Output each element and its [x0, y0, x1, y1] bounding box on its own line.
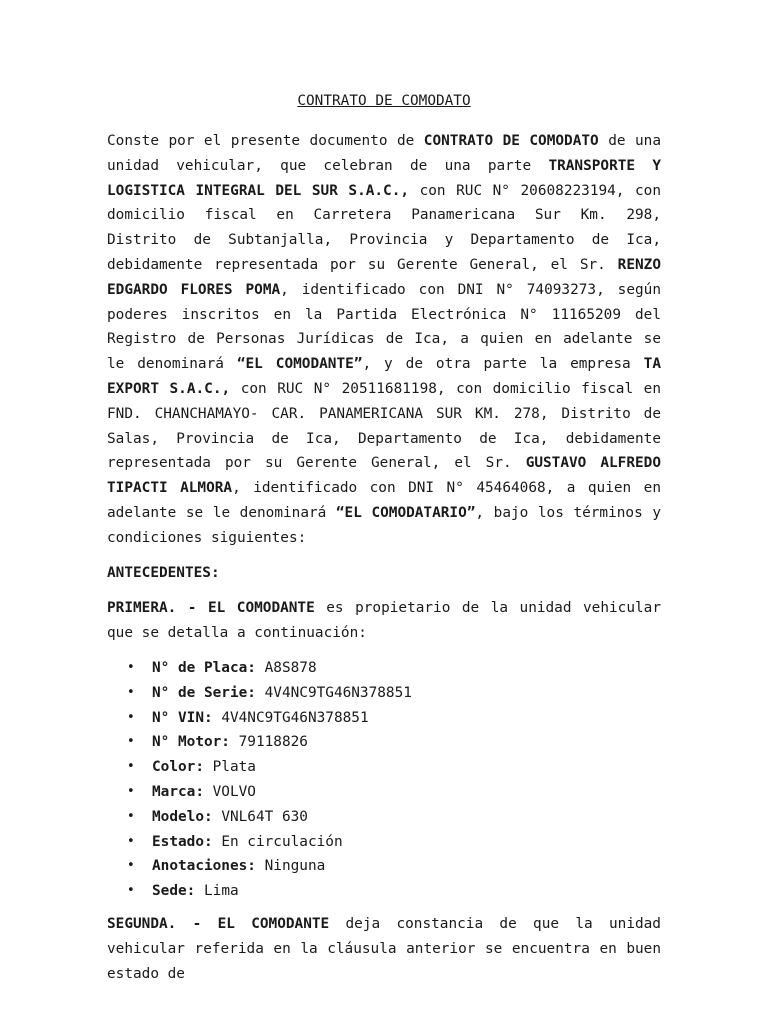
- list-item: [107, 681, 661, 706]
- spec-value: Ninguna: [255, 858, 326, 875]
- document-page: [107, 90, 661, 996]
- bullet-icon: •: [127, 808, 135, 824]
- antecedentes-heading: ANTECEDENTES:: [107, 564, 220, 581]
- bullet-icon: •: [127, 783, 135, 799]
- list-item: [107, 854, 661, 879]
- bullet-icon: •: [127, 883, 135, 899]
- vehicle-specs-list: [107, 656, 661, 904]
- intro-paragraph: [107, 129, 661, 551]
- list-item: [107, 656, 661, 681]
- bullet-icon: •: [127, 659, 135, 675]
- list-item: [107, 879, 661, 904]
- intro-text: , y de otra parte la empresa: [362, 356, 644, 373]
- spec-value: VOLVO: [203, 783, 256, 800]
- list-item: [107, 830, 661, 855]
- list-item: [107, 755, 661, 780]
- list-item: [107, 780, 661, 805]
- spec-value: VNL64T 630: [212, 808, 308, 825]
- intro-text: de una unidad vehicular, que celebran de una parte: [107, 133, 661, 174]
- spec-label: Modelo:: [152, 808, 213, 825]
- intro-text: con RUC N° 20511681198, con domicilio fiscal en FND. CHANCHAMAYO- CAR. PANAMERICANA SUR KM. 278, Distrito de Salas, Provincia de Ica, Departamento de Ica, debidamente representada por su Gerente General, el Sr.: [107, 380, 661, 472]
- spec-value: A8S878: [255, 659, 317, 676]
- spec-label: Sede:: [152, 883, 196, 900]
- spec-label: N° VIN:: [152, 709, 213, 726]
- intro-bold: “EL COMODANTE”: [236, 356, 363, 373]
- intro-bold: CONTRATO DE COMODATO: [423, 133, 599, 149]
- clause-label: SEGUNDA. - EL COMODANTE: [107, 915, 330, 932]
- intro-text: Conste por el presente documento de: [107, 133, 424, 149]
- clause-text: deja constancia de que la unidad vehicular referida en la cláusula anterior se encuentra en buen estado de: [107, 915, 661, 982]
- spec-value: Lima: [195, 883, 239, 900]
- intro-bold: RENZO EDGARDO FLORES POMA: [107, 256, 661, 298]
- clause-primera: [107, 596, 661, 646]
- clause-text: es propietario de la unidad vehicular que se detalla a continuación:: [107, 600, 661, 642]
- intro-bold: TA EXPORT S.A.C.,: [107, 356, 661, 397]
- clause-label: PRIMERA. - EL COMODANTE: [107, 600, 315, 617]
- intro-bold: TRANSPORTE Y LOGISTICA INTEGRAL DEL SUR S.A.C.,: [107, 157, 662, 199]
- spec-label: Estado:: [152, 833, 213, 850]
- spec-label: N° de Serie:: [152, 684, 256, 701]
- list-item: [107, 730, 661, 755]
- spec-value: En circulación: [212, 833, 343, 850]
- intro-bold: GUSTAVO ALFREDO TIPACTI ALMORA: [107, 455, 661, 497]
- bullet-icon: •: [127, 709, 135, 725]
- spec-value: Plata: [203, 759, 256, 776]
- clause-segunda: [107, 912, 661, 986]
- spec-label: Anotaciones:: [152, 858, 256, 875]
- spec-label: Color:: [152, 759, 204, 776]
- bullet-icon: •: [127, 833, 135, 849]
- intro-bold: “EL COMODATARIO”: [335, 504, 476, 521]
- document-title: CONTRATO DE COMODATO: [297, 93, 471, 109]
- spec-value: 79118826: [229, 734, 308, 751]
- intro-text: , identificado con DNI N° 74093273, según poderes inscritos en la Partida Electrónica N° 11165209 del Registro de Personas Jurídicas de Ica, a quien en adelante se le denominará: [107, 281, 661, 373]
- spec-value: 4V4NC9TG46N378851: [212, 709, 369, 726]
- intro-text: con RUC N° 20608223194, con domicilio fiscal en Carretera Panamericana Sur Km. 298, Distrito de Subtanjalla, Provincia y Departamento de Ica, debidamente representada por su Gerente General, el Sr.: [107, 182, 662, 273]
- list-item: [107, 805, 661, 830]
- spec-value: 4V4NC9TG46N378851: [255, 684, 412, 701]
- spec-label: N° de Placa:: [152, 659, 256, 676]
- intro-text: , bajo los términos y condiciones siguientes:: [107, 504, 661, 546]
- bullet-icon: •: [127, 684, 135, 700]
- bullet-icon: •: [127, 734, 135, 750]
- intro-text: , identificado con DNI N° 45464068, a quien en adelante se le denominará: [107, 480, 661, 521]
- bullet-icon: •: [127, 759, 135, 775]
- list-item: [107, 706, 661, 731]
- bullet-icon: •: [127, 858, 135, 874]
- spec-label: Marca:: [152, 783, 204, 800]
- spec-label: N° Motor:: [152, 734, 230, 751]
